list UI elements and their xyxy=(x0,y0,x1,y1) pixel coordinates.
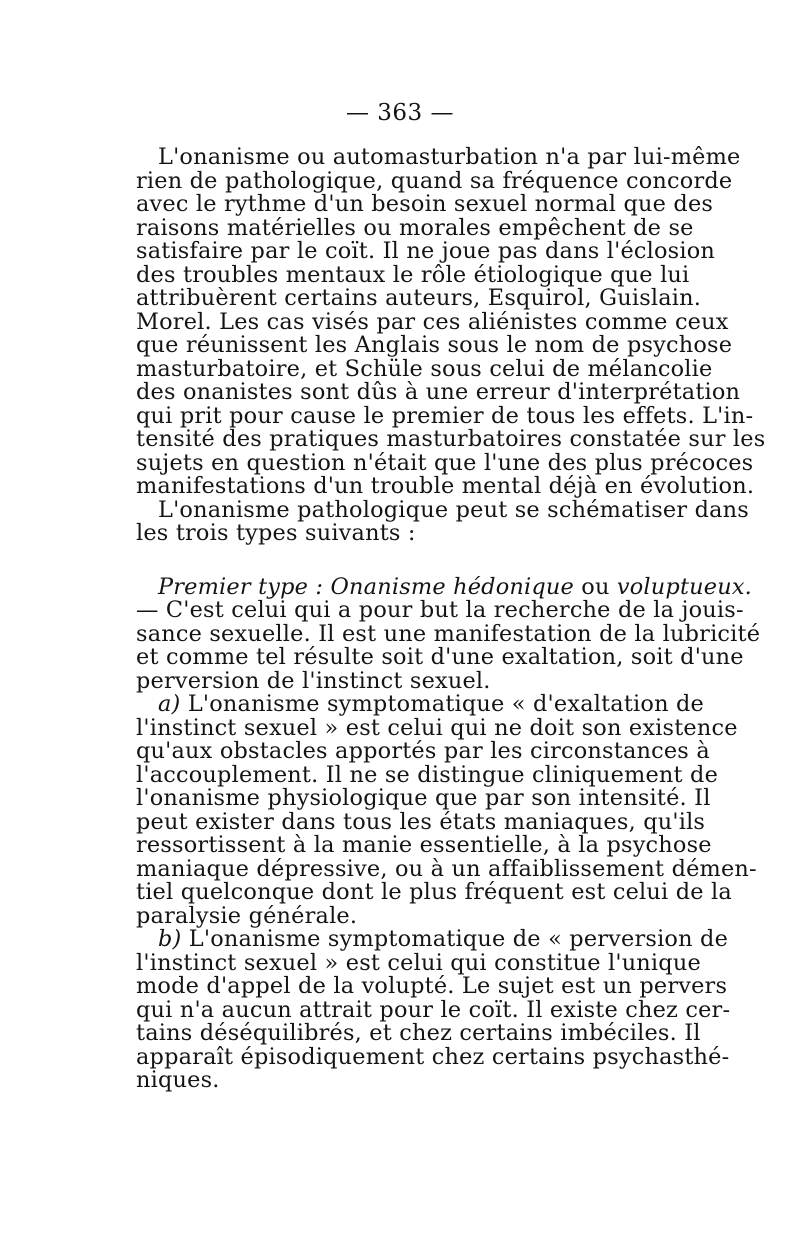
page-body xyxy=(136,144,766,1093)
heading-connector: ou xyxy=(573,573,617,600)
text-line: ressortissent à la manie essentielle, à la psychose xyxy=(136,832,712,858)
text-line: peut exister dans tous les états maniaques, qu'ils xyxy=(136,808,706,835)
item-text: L'onanisme symptomatique « d'exaltation de xyxy=(180,691,705,717)
text-line: l'accouplement. Il ne se distingue cliniquement de xyxy=(136,761,719,788)
text-line: tensité des pratiques masturbatoires constatée sur les xyxy=(136,426,766,452)
text-line: avec le rythme d'un besoin sexuel normal que des xyxy=(136,191,714,217)
text-line: paralysie générale. xyxy=(136,902,358,929)
text-line: les trois types suivants : xyxy=(136,520,416,546)
heading-italic: voluptueux. xyxy=(616,573,752,600)
page-number: — 363 — xyxy=(345,100,455,126)
spacer xyxy=(136,546,670,576)
text-line: masturbatoire, et Schüle sous celui de mélancolie xyxy=(136,355,713,382)
text-line: apparaît épisodiquement chez certains psychasthé- xyxy=(136,1043,730,1070)
text-line: des onanistes sont dûs à une erreur d'interprétation xyxy=(136,379,741,405)
heading-italic: Premier type : Onanisme hédonique xyxy=(158,573,574,600)
text-line: sance sexuelle. Il est une manifestation de la lubricité xyxy=(136,620,761,647)
section-heading xyxy=(136,573,752,600)
text-line xyxy=(136,926,729,952)
text-line: qui n'a aucun attrait pour le coït. Il existe chez cer- xyxy=(136,996,731,1023)
text-line: — C'est celui qui a pour but la recherche de la jouis- xyxy=(136,597,744,623)
text-line: L'onanisme ou automasturbation n'a par lui-même xyxy=(158,144,741,170)
text-line: manifestations d'un trouble mental déjà en évolution. xyxy=(136,473,755,499)
text-line: tains déséquilibrés, et chez certains imbéciles. Il xyxy=(136,1020,701,1046)
text-line: mode d'appel de la volupté. Le sujet est un pervers xyxy=(136,973,728,999)
text-line xyxy=(136,691,705,717)
text-line: attribuèrent certains auteurs, Esquirol, Guislain. xyxy=(136,285,702,311)
text-line: L'onanisme pathologique peut se schématiser dans xyxy=(158,496,749,523)
text-line: l'instinct sexuel » est celui qui constitue l'unique xyxy=(136,949,701,976)
item-marker: b) xyxy=(158,926,182,952)
text-line: raisons matérielles ou morales empêchent de se xyxy=(136,214,694,241)
text-line: qui prit pour cause le premier de tous les effets. L'in- xyxy=(136,402,754,429)
text-line: perversion de l'instinct sexuel. xyxy=(136,667,491,694)
text-line: satisfaire par le coït. Il ne joue pas dans l'éclosion xyxy=(136,238,716,264)
text-line: rien de pathologique, quand sa fréquence concorde xyxy=(136,167,733,194)
text-line: Morel. Les cas visés par ces aliénistes comme ceux xyxy=(136,308,729,335)
text-line: maniaque dépressive, ou à un affaiblissement démen- xyxy=(136,855,757,882)
text-line: tiel quelconque dont le plus fréquent est celui de la xyxy=(136,879,732,905)
text-line: des troubles mentaux le rôle étiologique que lui xyxy=(136,261,690,288)
section-premier-type xyxy=(136,573,761,694)
paragraph-types xyxy=(136,496,749,546)
text-line: l'instinct sexuel » est celui qui ne doit son existence xyxy=(136,714,738,741)
text-line: que réunissent les Anglais sous le nom de psychose xyxy=(136,332,733,358)
item-a xyxy=(136,691,757,929)
text-line: sujets en question n'était que l'une des plus précoces xyxy=(136,449,754,476)
text-line: et comme tel résulte soit d'une exaltation, soit d'une xyxy=(136,644,744,670)
text-line: l'onanisme physiologique que par son intensité. Il xyxy=(136,785,711,811)
item-text: L'onanisme symptomatique de « perversion de xyxy=(181,926,729,952)
paragraph-intro xyxy=(136,144,766,499)
item-marker: a) xyxy=(158,691,181,717)
item-b xyxy=(136,926,731,1093)
text-line: qu'aux obstacles apportés par les circonstances à xyxy=(136,738,710,764)
text-line: niques. xyxy=(136,1067,220,1093)
